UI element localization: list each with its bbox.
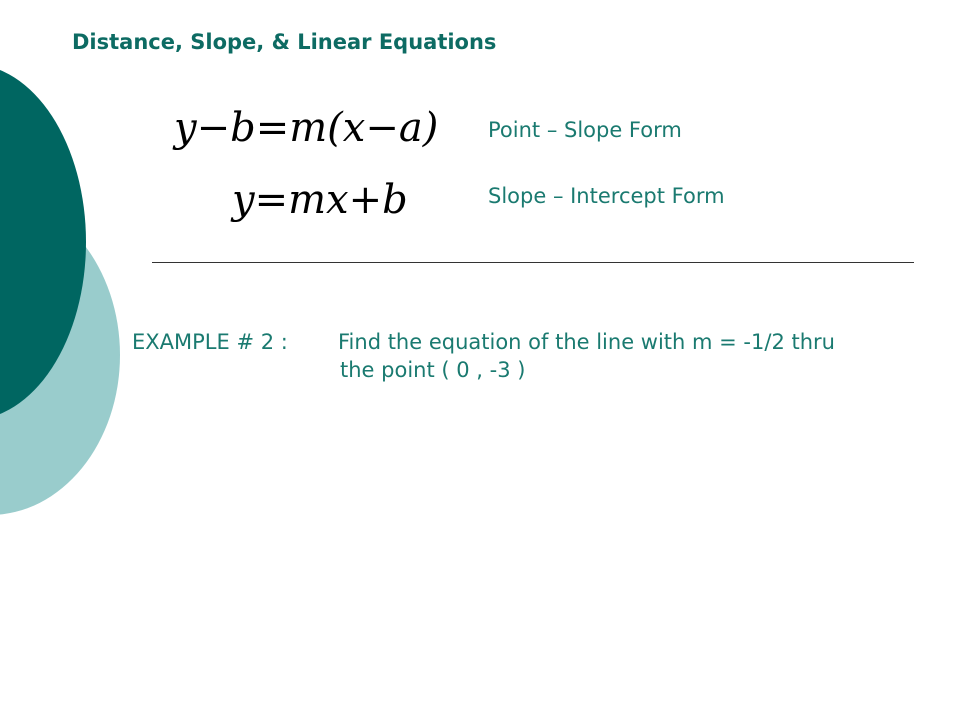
example-line-1 <box>132 328 835 356</box>
decorative-circles <box>0 0 130 720</box>
slide-title: Distance, Slope, & Linear Equations <box>72 30 497 54</box>
example-line-2: the point ( 0 , -3 ) <box>340 358 526 382</box>
point-slope-equation: y−b=m(x−a) <box>174 105 439 151</box>
divider-line <box>152 262 914 263</box>
slope-intercept-label: Slope – Intercept Form <box>488 184 725 208</box>
slope-intercept-equation: y=mx+b <box>232 177 408 223</box>
example-prefix: EXAMPLE # 2 : <box>132 330 288 354</box>
point-slope-label: Point – Slope Form <box>488 118 682 142</box>
example-question: Find the equation of the line with m = -1/2 thru <box>338 330 835 354</box>
